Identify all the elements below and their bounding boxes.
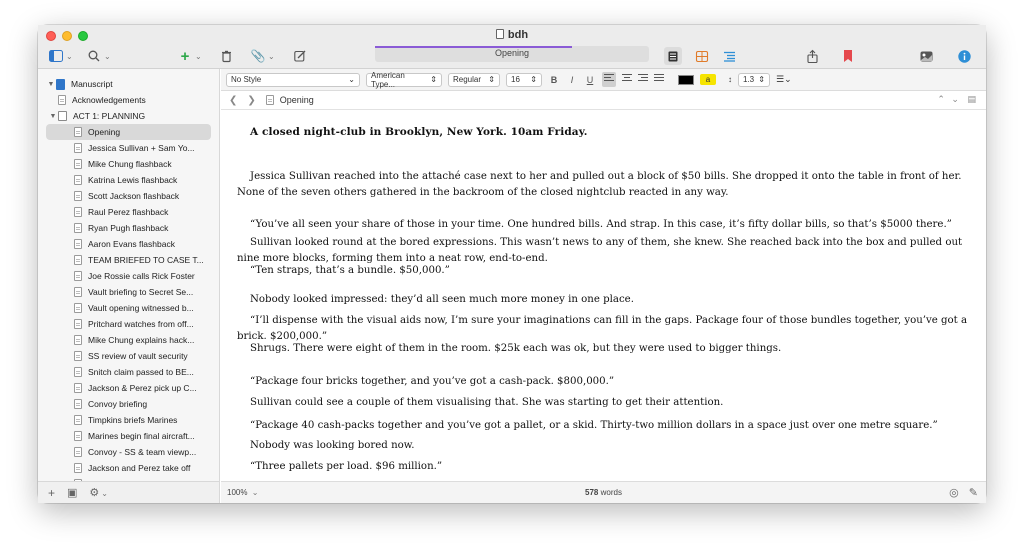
forward-arrow-icon[interactable]: ❯ bbox=[247, 94, 256, 106]
line-spacing-icon: ↕ bbox=[728, 75, 732, 84]
attachment-group bbox=[250, 47, 275, 65]
document-icon bbox=[266, 95, 274, 105]
stepper-icon: ⇕ bbox=[530, 75, 537, 84]
chevron-down-icon: ⌄ bbox=[251, 488, 259, 497]
document-icon bbox=[58, 95, 66, 105]
binder-item-label: Opening bbox=[88, 127, 121, 137]
binder-item[interactable] bbox=[46, 124, 211, 140]
binder-item[interactable] bbox=[38, 220, 219, 236]
document-icon bbox=[74, 303, 82, 313]
binder-item-label: Vault briefing to Secret Se... bbox=[88, 287, 194, 297]
binder-item-label: Mike Chung flashback bbox=[88, 159, 172, 169]
italic-button[interactable]: I bbox=[570, 74, 574, 85]
binder-item-label: Ryan Pugh flashback bbox=[88, 223, 169, 233]
folder-icon bbox=[58, 111, 67, 121]
binder-item-label: Pritchard watches from off... bbox=[88, 319, 194, 329]
bold-button[interactable]: B bbox=[550, 74, 558, 85]
binder-item-label: Acknowledgements bbox=[72, 95, 146, 105]
header-controls bbox=[937, 94, 976, 105]
binder-item-label: Mike Chung explains hack... bbox=[88, 335, 195, 345]
binder-item-label: Convoy - SS & team viewp... bbox=[88, 447, 197, 457]
paragraph: Shrugs. There were eight of them in the room. $25k each was ok, but they were used to bigger things. bbox=[250, 343, 782, 354]
paragraph: Nobody was looking bored now. bbox=[250, 440, 415, 451]
document-icon bbox=[74, 143, 82, 153]
binder-item[interactable] bbox=[38, 412, 219, 428]
chevron-down-icon: ⌄ bbox=[348, 75, 355, 84]
document-icon bbox=[74, 191, 82, 201]
trash-icon[interactable] bbox=[218, 47, 234, 65]
document-icon bbox=[74, 351, 82, 361]
progress-label: Opening bbox=[494, 48, 530, 58]
document-icon bbox=[74, 287, 82, 297]
split-view-icon[interactable]: ▤ bbox=[967, 94, 976, 104]
progress-fill bbox=[375, 46, 572, 48]
back-arrow-icon[interactable]: ❮ bbox=[229, 94, 238, 106]
footer-icons bbox=[949, 486, 978, 499]
document-icon bbox=[74, 255, 82, 265]
binder-item-label: SS review of vault security bbox=[88, 351, 188, 361]
editor-view-icon[interactable] bbox=[664, 47, 682, 65]
chevron-down-icon[interactable]: ⌄ bbox=[195, 51, 202, 61]
paragraph: Nobody looked impressed: they’d all seen much more money in one place. bbox=[250, 294, 634, 305]
chevron-up-icon[interactable]: ⌃ bbox=[937, 94, 945, 104]
document-icon bbox=[74, 223, 82, 233]
binder-item-label: TEAM BRIEFED TO CASE T... bbox=[88, 255, 204, 265]
binder-item[interactable] bbox=[38, 284, 219, 300]
add-group bbox=[177, 47, 202, 65]
document-icon bbox=[74, 159, 82, 169]
align-center-icon bbox=[622, 74, 632, 83]
document-icon bbox=[74, 207, 82, 217]
add-item-icon[interactable]: + bbox=[48, 485, 56, 500]
comment-icon[interactable]: ✎ bbox=[968, 487, 978, 499]
font-select[interactable]: American Type... ⇕ bbox=[366, 73, 442, 87]
binder-item[interactable] bbox=[38, 316, 219, 332]
project-file-icon bbox=[496, 29, 504, 39]
binder-item[interactable] bbox=[38, 252, 219, 268]
document-icon bbox=[74, 271, 82, 281]
paragraph: Jessica Sullivan reached into the attaché case next to her and pulled out a block of $50 bills. She dropped it onto the table in front of her. None of the seven others gathered in the backroom of the closed nightclub reacted in any way. bbox=[237, 171, 962, 198]
line-spacing-select[interactable]: 1.3 ⇕ bbox=[738, 73, 770, 87]
binder-item[interactable] bbox=[38, 348, 219, 364]
font-weight-select[interactable]: Regular ⇕ bbox=[448, 73, 500, 87]
document-title: Opening bbox=[279, 95, 314, 105]
paragraph: “Package four bricks together, and you’ve got a cash-pack. $800,000.” bbox=[250, 376, 615, 387]
binder-item[interactable] bbox=[38, 108, 219, 124]
align-center-button[interactable] bbox=[622, 74, 632, 85]
binder-item[interactable] bbox=[38, 444, 219, 460]
disclosure-down-icon[interactable]: ▼ bbox=[49, 112, 57, 120]
style-select[interactable]: No Style ⌄ bbox=[226, 73, 360, 87]
binder-item[interactable] bbox=[38, 300, 219, 316]
scene-heading: A closed night-club in Brooklyn, New York. 10am Friday. bbox=[250, 126, 588, 138]
binder-item-label: Marines begin final aircraft... bbox=[88, 431, 195, 441]
document-icon bbox=[74, 319, 82, 329]
binder-item-label: Aaron Evans flashback bbox=[88, 239, 175, 249]
info-icon[interactable] bbox=[956, 47, 972, 65]
binder-item-manuscript[interactable]: ▼ Manuscript bbox=[47, 79, 113, 89]
underline-button[interactable]: U bbox=[586, 74, 594, 85]
search-icon[interactable] bbox=[86, 47, 102, 65]
text-editor[interactable] bbox=[221, 111, 986, 481]
binder-item-label: Timpkins briefs Marines bbox=[88, 415, 178, 425]
document-icon bbox=[74, 335, 82, 345]
format-bar bbox=[221, 69, 986, 91]
binder-item-label: Convoy briefing bbox=[88, 399, 148, 409]
document-icon bbox=[74, 383, 82, 393]
binder-item[interactable] bbox=[38, 380, 219, 396]
list-style-icon[interactable]: ☰⌄ bbox=[776, 74, 792, 84]
binder-item[interactable] bbox=[38, 428, 219, 444]
document-icon bbox=[74, 399, 82, 409]
align-justify-button[interactable] bbox=[654, 74, 664, 85]
title-bar bbox=[38, 25, 986, 69]
stepper-icon: ⇕ bbox=[430, 75, 437, 84]
paragraph: “Three pallets per load. $96 million.” bbox=[250, 461, 443, 472]
document-icon bbox=[74, 431, 82, 441]
align-left-icon bbox=[604, 74, 614, 83]
align-left-button[interactable] bbox=[602, 72, 616, 87]
editor-footer bbox=[221, 481, 986, 503]
binder-item[interactable] bbox=[38, 140, 219, 156]
paragraph: “Package 40 cash-packs together and you’ve got a pallet, or a skid. Thirty-two million dollars in a space just over one metre square.” bbox=[250, 420, 938, 431]
binder-footer bbox=[38, 481, 220, 503]
paragraph: Sullivan looked round at the bored expressions. This wasn’t news to any of them, she knew. She reached back into the box and pulled out nine more blocks, forming them into a neat row, end-to-end. bbox=[237, 237, 963, 264]
bookmark-icon[interactable] bbox=[840, 47, 856, 65]
binder-item-label: Raul Perez flashback bbox=[88, 207, 169, 217]
binder-item[interactable] bbox=[38, 268, 219, 284]
paragraph: “I’ll dispense with the visual aids now, I’m sure your imaginations can fill in the gaps. Package four of those bundles together, you’ve got a brick. $200,000.” bbox=[237, 315, 968, 342]
stepper-icon: ⇕ bbox=[758, 75, 765, 84]
sidebar-icon[interactable] bbox=[48, 47, 64, 65]
settings-icon[interactable]: ⚙ ⌄ bbox=[89, 487, 108, 499]
binder-item-label: Scott Jackson flashback bbox=[88, 191, 180, 201]
binder-item-label: Jackson & Perez pick up C... bbox=[88, 383, 197, 393]
editor-header bbox=[221, 91, 986, 110]
add-folder-icon[interactable]: ▣ bbox=[67, 487, 78, 499]
align-right-button[interactable] bbox=[638, 74, 648, 85]
document-icon bbox=[74, 415, 82, 425]
binder-item[interactable] bbox=[38, 172, 219, 188]
document-icon bbox=[74, 463, 82, 473]
document-icon bbox=[74, 447, 82, 457]
binder-item-label: Jackson and Perez take off bbox=[88, 463, 191, 473]
binder-item-label: Vault opening witnessed b... bbox=[88, 303, 194, 313]
binder-item[interactable] bbox=[38, 396, 219, 412]
stepper-icon: ⇕ bbox=[488, 75, 495, 84]
compile-icon[interactable] bbox=[918, 47, 934, 65]
document-icon bbox=[74, 175, 82, 185]
paragraph: “You’ve all seen your share of those in your time. One hundred bills. And strap. In this case, it’s fifty dollar bills, so that’s $5000 there.” bbox=[250, 219, 952, 230]
window-title: bdh bbox=[38, 29, 986, 41]
share-icon[interactable] bbox=[804, 47, 820, 65]
corkboard-icon[interactable] bbox=[694, 47, 710, 65]
chevron-down-icon[interactable]: ⌄ bbox=[268, 51, 275, 61]
binder-item-label: ACT 1: PLANNING bbox=[73, 111, 146, 121]
text-color-swatch[interactable] bbox=[678, 75, 694, 85]
view-toggle-group bbox=[48, 47, 73, 65]
binder-item-label: Snitch claim passed to BE... bbox=[88, 367, 194, 377]
document-progress-bar[interactable] bbox=[375, 46, 649, 62]
highlight-color-swatch[interactable]: a bbox=[700, 74, 716, 85]
document-icon bbox=[74, 367, 82, 377]
font-size-field[interactable]: 16 ⇕ bbox=[506, 73, 542, 87]
paragraph: “Ten straps, that’s a bundle. $50,000.” bbox=[250, 265, 450, 276]
binder-item[interactable] bbox=[38, 188, 219, 204]
align-right-icon bbox=[638, 74, 648, 83]
document-icon bbox=[74, 127, 82, 137]
binder-item[interactable] bbox=[38, 92, 219, 108]
attachment-icon[interactable]: 📎 bbox=[250, 49, 266, 63]
add-icon[interactable]: + bbox=[180, 47, 190, 65]
binder-item[interactable] bbox=[38, 332, 219, 348]
chevron-down-icon[interactable]: ⌄ bbox=[104, 51, 111, 61]
word-count: 578 words bbox=[585, 488, 622, 497]
binder-item[interactable] bbox=[38, 236, 219, 252]
align-justify-icon bbox=[654, 74, 664, 83]
app-window bbox=[38, 25, 986, 503]
binder-item-label: Joe Rossie calls Rick Foster bbox=[88, 271, 195, 281]
zoom-select[interactable]: 100% ⌄ bbox=[227, 488, 259, 497]
outline-icon[interactable] bbox=[722, 47, 738, 65]
chevron-down-icon[interactable]: ⌄ bbox=[66, 51, 73, 61]
chevron-down-icon[interactable]: ⌄ bbox=[951, 94, 959, 104]
binder-item-label: Katrina Lewis flashback bbox=[88, 175, 178, 185]
disclosure-down-icon[interactable]: ▼ bbox=[47, 80, 55, 88]
paragraph: Sullivan could see a couple of them visualising that. She was starting to get their attention. bbox=[250, 397, 724, 408]
binder-item-label: Jessica Sullivan + Sam Yo... bbox=[88, 143, 195, 153]
manuscript-icon bbox=[56, 79, 65, 90]
document-icon bbox=[74, 239, 82, 249]
binder-sidebar bbox=[38, 69, 220, 481]
target-icon[interactable]: ◎ bbox=[949, 487, 959, 499]
binder-item[interactable] bbox=[38, 156, 219, 172]
compose-icon[interactable] bbox=[292, 47, 308, 65]
binder-item[interactable] bbox=[38, 460, 219, 476]
binder-item[interactable] bbox=[38, 204, 219, 220]
binder-item[interactable] bbox=[38, 364, 219, 380]
search-group bbox=[86, 47, 111, 65]
binder-list bbox=[38, 69, 219, 492]
